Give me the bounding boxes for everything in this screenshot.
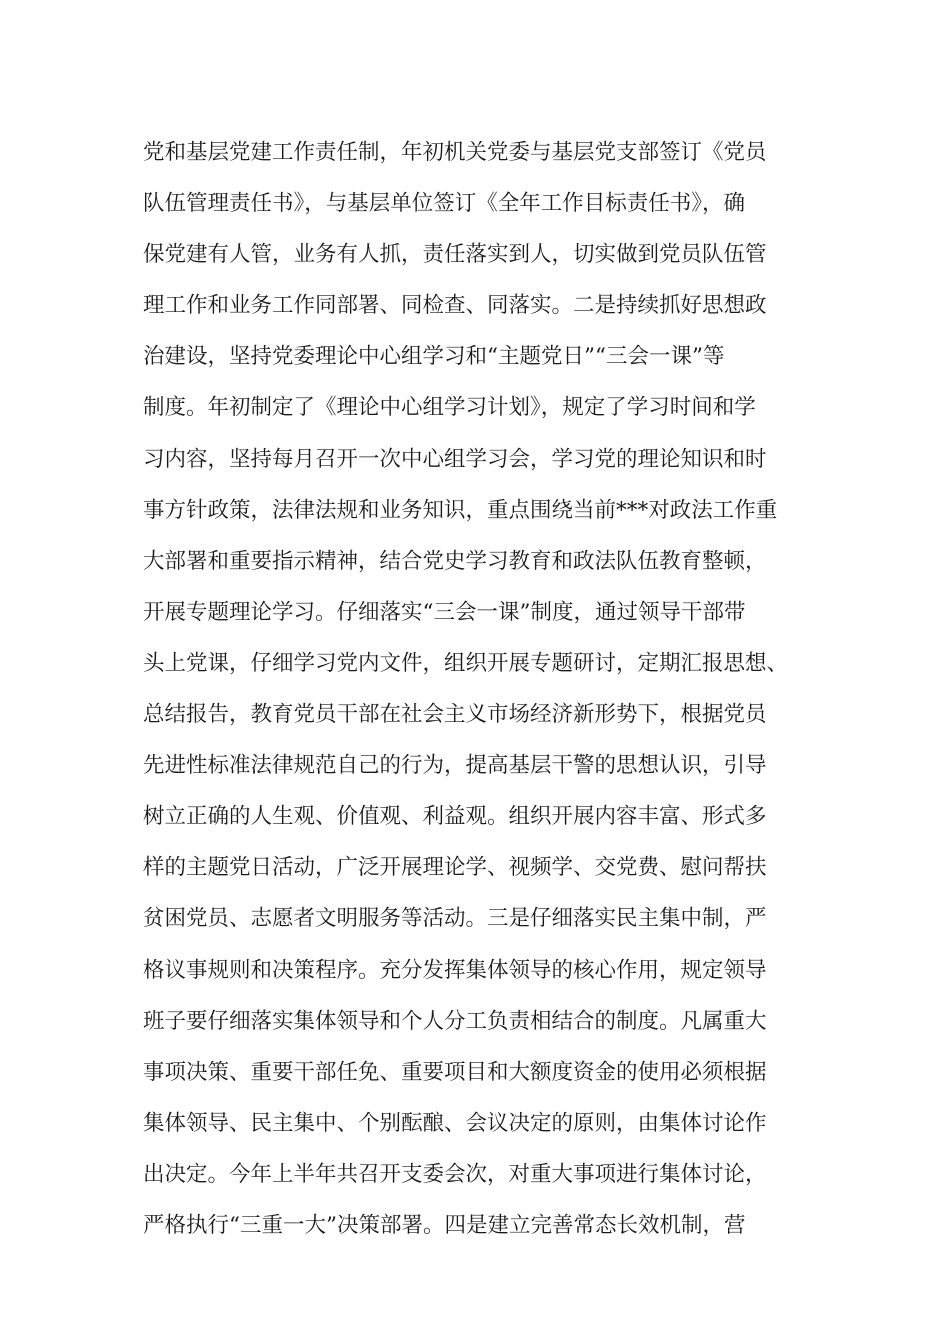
text-line: 队伍管理责任书》，与基层单位签订《全年工作目标责任书》，确 (143, 191, 746, 217)
text-line: 保党建有人管，业务有人抓，责任落实到人，切实做到党员队伍管 (143, 242, 767, 268)
text-line: 开展专题理论学习。仔细落实“三会一课”制度，通过领导干部带 (143, 599, 746, 625)
text-line: 出决定。今年上半年共召开支委会次，对重大事项进行集体讨论， (143, 1161, 767, 1187)
text-line: 班子要仔细落实集体领导和个人分工负责相结合的制度。凡属重大 (143, 1008, 767, 1034)
text-line: 习内容，坚持每月召开一次中心组学习会，学习党的理论知识和时 (143, 446, 767, 472)
text-line: 理工作和业务工作同部署、同检查、同落实。二是持续抓好思想政 (143, 293, 767, 319)
text-line: 治建设，坚持党委理论中心组学习和“主题党日”“三会一课”等 (143, 344, 725, 370)
text-line: 先进性标准法律规范自己的行为，提高基层干警的思想认识，引导 (143, 753, 767, 779)
text-line: 格议事规则和决策程序。充分发挥集体领导的核心作用，规定领导 (143, 957, 767, 983)
text-line: 制度。年初制定了《理论中心组学习计划》，规定了学习时间和学 (143, 395, 756, 421)
text-line: 集体领导、民主集中、个别酝酿、会议决定的原则，由集体讨论作 (143, 1110, 767, 1136)
text-line: 大部署和重要指示精神，结合党史学习教育和政法队伍教育整顿， (143, 548, 767, 574)
text-line: 严格执行“三重一大”决策部署。四是建立完善常态长效机制，营 (143, 1212, 746, 1238)
text-line: 事方针政策，法律法规和业务知识，重点围绕当前***对政法工作重 (143, 497, 778, 523)
text-line: 总结报告，教育党员干部在社会主义市场经济新形势下，根据党员 (143, 702, 767, 728)
text-line: 头上党课，仔细学习党内文件，组织开展专题研讨，定期汇报思想、 (143, 650, 789, 676)
text-line: 党和基层党建工作责任制，年初机关党委与基层党支部签订《党员 (143, 140, 767, 165)
text-line: 树立正确的人生观、价值观、利益观。组织开展内容丰富、形式多 (143, 804, 767, 830)
text-line: 事项决策、重要干部任免、重要项目和大额度资金的使用必须根据 (143, 1059, 767, 1085)
text-line: 贫困党员、志愿者文明服务等活动。三是仔细落实民主集中制，严 (143, 906, 767, 932)
text-line: 样的主题党日活动，广泛开展理论学、视频学、交党费、慰问帮扶 (143, 855, 767, 881)
body-text (143, 131, 823, 1255)
